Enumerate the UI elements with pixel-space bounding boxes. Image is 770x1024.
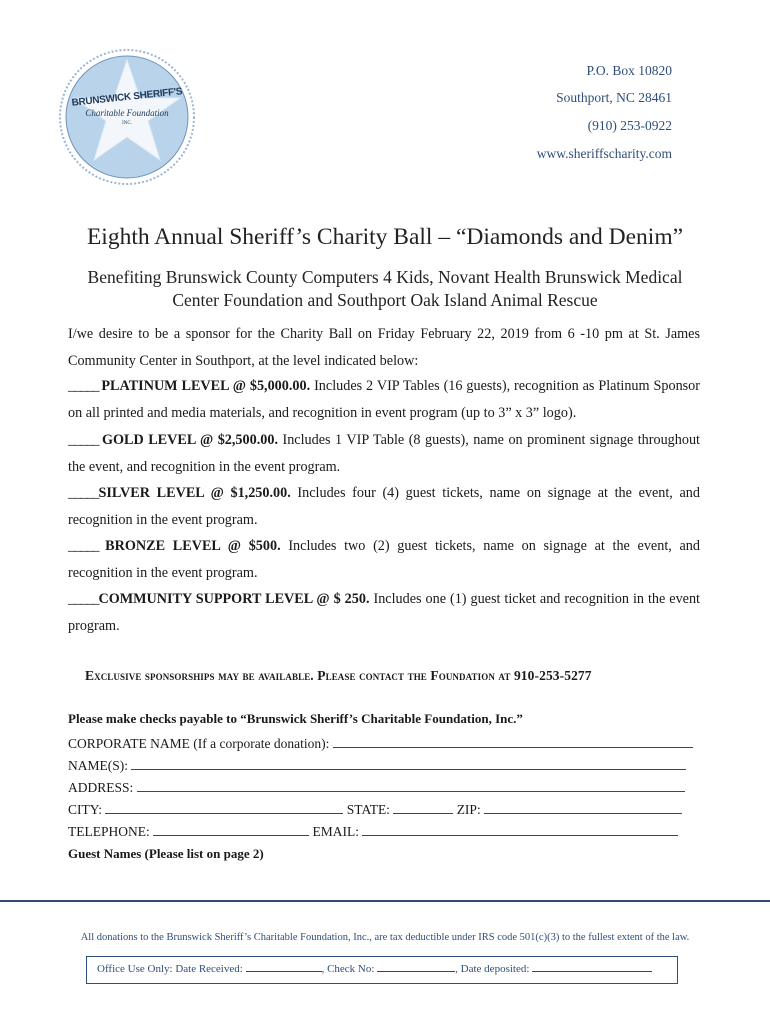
check-no-label: , Check No: — [321, 963, 375, 975]
level-name: GOLD LEVEL @ $2,500.00. — [101, 432, 278, 448]
level-description: Includes one (1) guest ticket and recognition in the event program. — [68, 591, 700, 634]
names-row — [68, 758, 686, 774]
zip-label: ZIP: — [456, 802, 481, 817]
address-website[interactable]: www.sheriffscharity.com — [536, 146, 672, 161]
level-name: BRONZE LEVEL @ $500. — [105, 538, 281, 554]
city-label: CITY: — [68, 802, 103, 817]
telephone-email-row — [68, 824, 678, 840]
level-bronze — [68, 533, 700, 587]
email-field[interactable] — [362, 824, 678, 836]
names-field[interactable] — [131, 758, 686, 770]
address-phone: (910) 253-0922 — [587, 118, 672, 133]
corporate-name-row — [68, 736, 693, 752]
date-deposited-label: , Date deposited: — [455, 963, 530, 975]
level-name: SILVER LEVEL @ $1,250.00. — [98, 485, 291, 501]
level-name: COMMUNITY SUPPORT LEVEL @ $ 250. — [98, 591, 370, 607]
footer-divider — [0, 900, 770, 902]
telephone-field[interactable] — [153, 824, 309, 836]
check-no-field[interactable] — [377, 963, 455, 972]
level-checkbox-blank[interactable]: _____ — [68, 591, 99, 607]
level-description: Includes two (2) guest tickets, name on signage at the event, and recognition in the event program. — [68, 538, 700, 581]
logo-inc: INC. — [122, 121, 132, 126]
tax-disclaimer: All donations to the Brunswick Sheriff’s Charitable Foundation, Inc., are tax deductible under IRS code 501(c)(3) to the fullest extent of the law. — [80, 932, 690, 943]
document-title: Eighth Annual Sheriff’s Charity Ball – “Diamonds and Denim” — [86, 224, 684, 250]
intro-paragraph: I/we desire to be a sponsor for the Charity Ball on Friday February 22, 2019 from 6 -10 pm at St. James Community Center in Southport, at the level indicated below: — [68, 326, 700, 369]
level-platinum — [68, 373, 700, 427]
level-description: Includes 1 VIP Table (8 guests), name on prominent signage throughout the event, and recognition in the event program. — [68, 432, 700, 475]
state-field[interactable] — [393, 802, 453, 814]
level-gold — [68, 427, 700, 481]
names-label: NAME(S): — [68, 758, 128, 773]
level-silver — [68, 480, 700, 534]
city-field[interactable] — [105, 802, 343, 814]
level-checkbox-blank[interactable]: _____ — [68, 432, 102, 448]
date-received-label: Date Received: — [175, 963, 243, 975]
corporate-name-label: CORPORATE NAME (If a corporate donation): — [68, 736, 330, 751]
office-use-box — [86, 956, 678, 984]
level-name: PLATINUM LEVEL @ $5,000.00. — [101, 378, 311, 394]
level-checkbox-blank[interactable]: _____ — [68, 538, 106, 554]
logo-name: BRUNSWICK SHERIFF'S — [71, 86, 183, 109]
state-label: STATE: — [346, 802, 390, 817]
telephone-label: TELEPHONE: — [68, 824, 150, 839]
date-received-field[interactable] — [246, 963, 322, 972]
date-deposited-field[interactable] — [532, 963, 652, 972]
level-checkbox-blank[interactable]: _____ — [68, 378, 102, 394]
address-row — [68, 780, 685, 796]
exclusive-sponsorship-note: Exclusive sponsorships may be available. Please contact the Foundation at 910-253-5277 — [85, 668, 592, 683]
foundation-logo — [58, 48, 196, 186]
address-label: ADDRESS: — [68, 780, 134, 795]
office-use-label: Office Use Only: — [97, 963, 173, 975]
checks-payable-note: Please make checks payable to “Brunswick Sheriff’s Charitable Foundation, Inc.” — [68, 711, 523, 726]
document-subtitle: Benefiting Brunswick County Computers 4 Kids, Novant Health Brunswick Medical Center Foundation and Southport Oak Island Animal Rescue — [87, 267, 683, 310]
level-description: Includes four (4) guest tickets, name on signage at the event, and recognition in the event program. — [68, 485, 700, 528]
level-checkbox-blank[interactable]: _____ — [68, 485, 99, 501]
address-field[interactable] — [137, 780, 685, 792]
address-city: Southport, NC 28461 — [556, 90, 672, 105]
level-description: Includes 2 VIP Tables (16 guests), recognition as Platinum Sponsor on all printed and media materials, and recognition in event program (up to 3” x 3” logo). — [68, 378, 700, 421]
zip-field[interactable] — [484, 802, 682, 814]
guest-names-note: Guest Names (Please list on page 2) — [68, 846, 264, 861]
address-po-box: P.O. Box 10820 — [586, 63, 672, 78]
email-label: EMAIL: — [312, 824, 359, 839]
city-state-zip-row — [68, 802, 682, 818]
level-community — [68, 586, 700, 640]
corporate-name-field[interactable] — [333, 736, 693, 748]
logo-subtitle: Charitable Foundation — [85, 108, 169, 118]
